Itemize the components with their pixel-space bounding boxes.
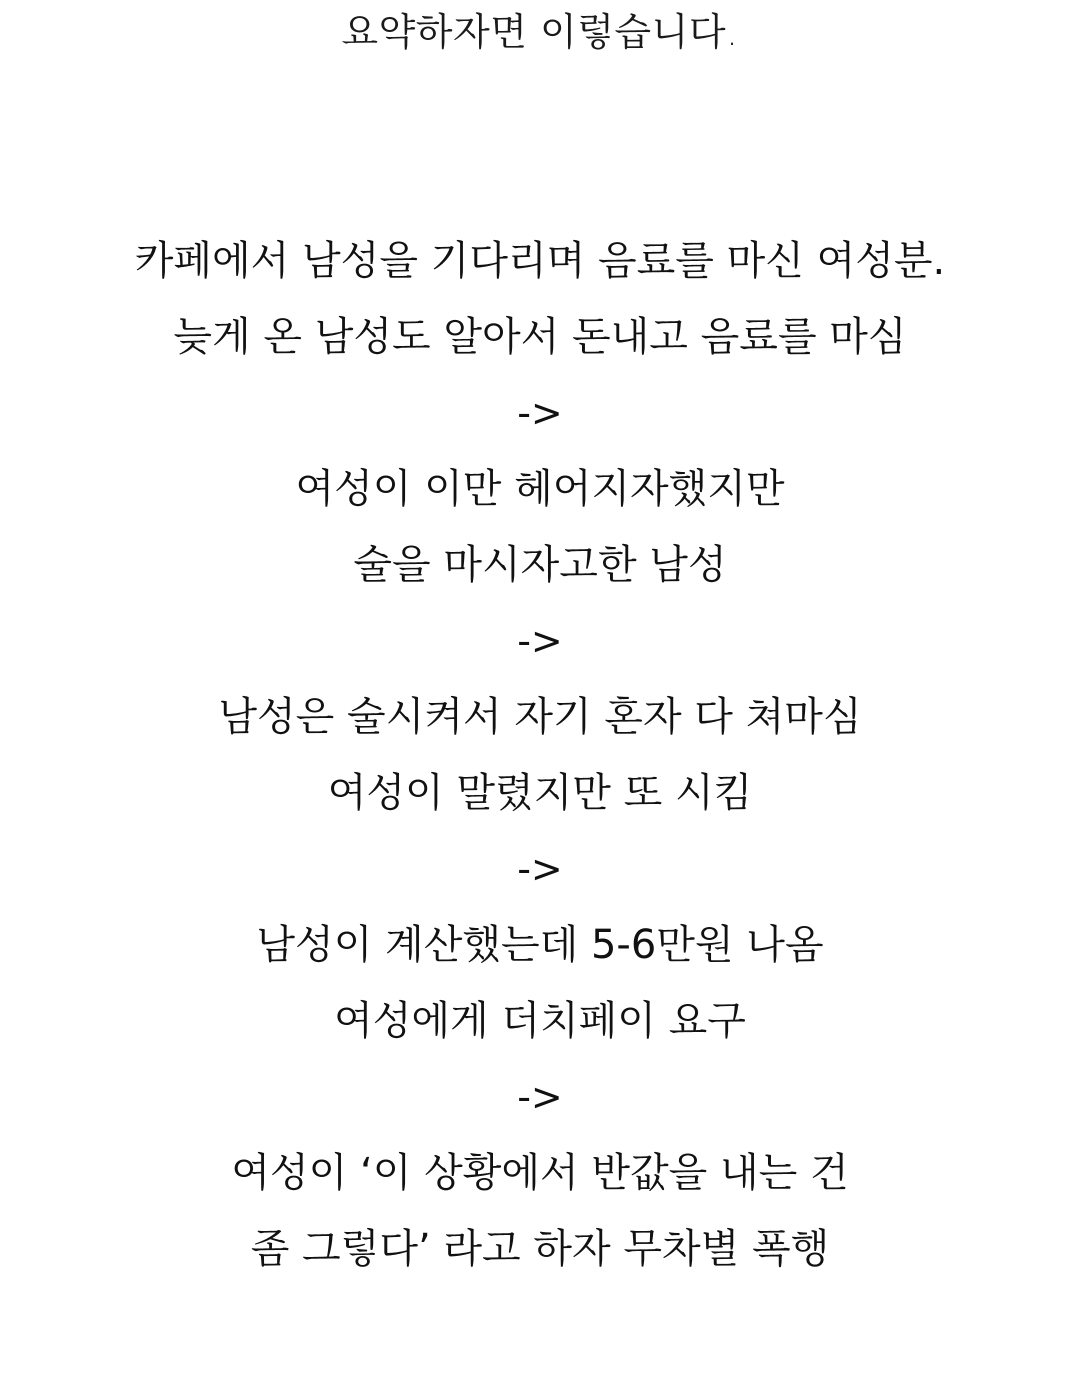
arrow-separator: -> <box>517 1075 563 1119</box>
story-line: 여성이 말렸지만 또 시킴 <box>327 770 753 816</box>
summary-heading: 요약하자면 이렇습니다. <box>341 10 739 54</box>
story-line: 남성은 술시켜서 자기 혼자 다 쳐마심 <box>218 694 862 740</box>
arrow-separator: -> <box>517 847 563 891</box>
story-text <box>0 228 1080 1292</box>
story-line: 술을 마시자고한 남성 <box>353 542 727 588</box>
story-line: 늦게 온 남성도 알아서 돈내고 음료를 마심 <box>173 314 907 360</box>
story-line: 여성에게 더치페이 요구 <box>334 998 746 1044</box>
story-line: 여성이 ‘이 상황에서 반값을 내는 건 <box>231 1150 849 1196</box>
story-line: 여성이 이만 헤어지자했지만 <box>295 466 785 512</box>
story-line: 카페에서 남성을 기다리며 음료를 마신 여성분. <box>134 238 946 284</box>
story-line: 남성이 계산했는데 5-6만원 나옴 <box>256 922 824 968</box>
story-line: 좀 그렇다’ 라고 하자 무차별 폭행 <box>250 1226 830 1272</box>
arrow-separator: -> <box>517 619 563 663</box>
arrow-separator: -> <box>517 391 563 435</box>
